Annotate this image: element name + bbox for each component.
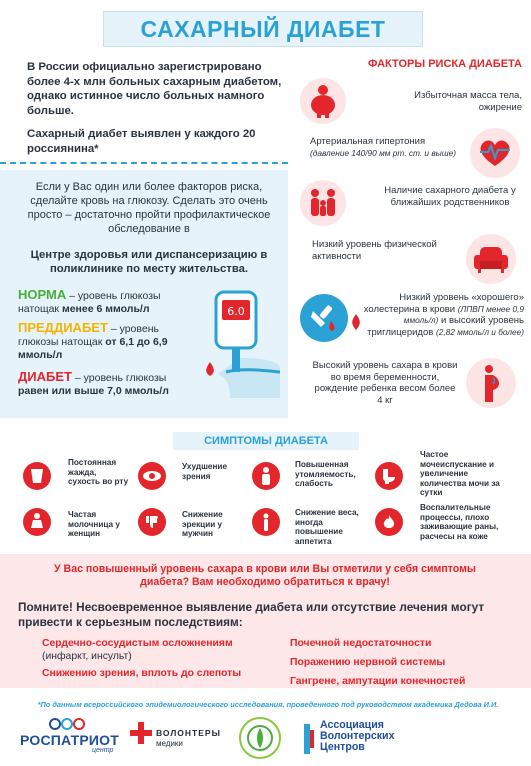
armchair-icon bbox=[466, 234, 516, 284]
level-diabetes-title: ДИАБЕТ bbox=[18, 369, 72, 384]
level-diabetes-value: равен или выше 7,0 ммоль/л bbox=[18, 385, 169, 397]
green-round-emblem-icon bbox=[238, 716, 282, 760]
title-banner bbox=[103, 11, 423, 47]
symptoms-title-banner bbox=[173, 432, 359, 450]
advice-bold-text: Центре здоровья или диспансеризацию в поликлинике по месту жительства. bbox=[30, 249, 268, 275]
risk-heredity: Наличие сахарного диабета у ближайших родственников bbox=[384, 185, 516, 208]
obesity-icon bbox=[300, 78, 346, 124]
risk-cholesterol bbox=[362, 292, 524, 338]
consequence-cardio-note: (инфаркт, инсульт) bbox=[42, 651, 132, 662]
association-mark-icon bbox=[302, 724, 316, 754]
consequence-vision: Снижению зрения, вплоть до слепоты bbox=[42, 668, 242, 679]
heart-pressure-icon bbox=[470, 128, 520, 178]
risk-triglycerides-note: (2,82 ммоль/л и более) bbox=[435, 326, 524, 337]
tired-person-icon bbox=[252, 462, 280, 490]
level-norm bbox=[18, 288, 198, 316]
level-norm-value: менее 6 ммоль/л bbox=[61, 303, 150, 315]
level-prediabetes-text: – уровень глюкозы натощак bbox=[18, 323, 159, 348]
intro-paragraph-1: В России официально зарегистрировано более 4-х млн больных сахарным диабетом, однако истинное число больных намного больше. bbox=[27, 61, 282, 117]
consequence-kidney: Почечной недостаточности bbox=[290, 638, 432, 649]
family-icon bbox=[300, 180, 346, 226]
rospatriot-logo bbox=[20, 718, 130, 754]
risk-low-activity: Низкий уровень физической активности bbox=[312, 239, 437, 262]
risk-pregnancy: Высокий уровень сахара в крови во время беременности, рождение ребенка весом более 4 кг bbox=[312, 360, 458, 406]
glucometer-icon bbox=[200, 288, 280, 398]
blood-drop-icon bbox=[350, 314, 362, 330]
risk-obesity: Избыточная масса тела, ожирение bbox=[414, 90, 522, 113]
alert-text: У Вас повышенный уровень сахара в крови или Вы отметили у себя симптомы диабета? Вам необходимо обратиться к врачу! bbox=[54, 563, 476, 588]
glucometer-display: 6.0 bbox=[227, 305, 245, 318]
volunteers-name: ВОЛОНТЕРЫ bbox=[156, 728, 221, 738]
level-prediabetes-value: от 6,1 до 6,9 ммоль/л bbox=[18, 336, 168, 361]
intro-block bbox=[27, 60, 282, 156]
level-norm-title: НОРМА bbox=[18, 287, 67, 302]
association-line-1: Ассоциация bbox=[320, 719, 384, 731]
volunteers-sub: медики bbox=[156, 739, 183, 748]
level-diabetes-text: – уровень глюкозы bbox=[71, 372, 167, 384]
eye-icon bbox=[138, 462, 166, 490]
thin-person-icon bbox=[252, 508, 280, 536]
symptom-weight-loss: Снижение веса, иногда повышение аппетита bbox=[295, 508, 359, 546]
toilet-icon bbox=[375, 462, 403, 490]
level-norm-text: – уровень глюкозы натощак bbox=[18, 290, 161, 315]
risk-hypertension bbox=[310, 136, 460, 159]
level-prediabetes-title: ПРЕДДИАБЕТ bbox=[18, 320, 108, 335]
symptom-vision: Ухудшение зрения bbox=[182, 462, 227, 481]
consequence-cardio-text: Сердечно-сосудистым осложнениям bbox=[42, 638, 233, 649]
footnote: *По данным всероссийского эпидемиологического исследования, проведенного под руководством академика Дедова И.И. bbox=[37, 700, 499, 709]
blood-test-icon bbox=[300, 294, 348, 342]
advice-text: Если у Вас один или более факторов риска, сделайте кровь на глюкозу. Сделать это очень просто – достаточно пройти профилактическое обследование в bbox=[27, 181, 271, 235]
symptom-fatigue: Повышенная утомляемость, слабость bbox=[295, 460, 356, 488]
pregnancy-icon bbox=[466, 358, 516, 408]
risk-cholesterol-note: (ЛПВП менее 0,9 ммоль/л) bbox=[403, 303, 524, 325]
intro-paragraph-2: Сахарный диабет выявлен у каждого 20 россиянина* bbox=[27, 128, 256, 155]
symptom-thrush: Частая молочница у женщин bbox=[68, 510, 120, 538]
risk-hypertension-note: (давление 140/90 мм рт. ст. и выше) bbox=[310, 147, 457, 158]
association-logo bbox=[302, 720, 442, 760]
page-title: САХАРНЫЙ ДИАБЕТ bbox=[140, 15, 386, 42]
dashed-divider bbox=[0, 162, 288, 164]
symptom-urination: Частое мочеиспускание и увеличение количества мочи за сутки bbox=[420, 450, 500, 497]
glass-icon bbox=[23, 462, 51, 490]
risk-hypertension-text: Артериальная гипертония bbox=[310, 136, 426, 147]
rospatriot-sub: центр bbox=[92, 747, 114, 754]
medical-cross-icon bbox=[130, 722, 152, 748]
symptom-inflammation: Воспалительные процессы, плохо заживающие раны, расчесы на коже bbox=[420, 503, 499, 541]
fire-icon bbox=[375, 508, 403, 536]
consequence-gangrene: Гангрене, ампутации конечностей bbox=[290, 676, 466, 687]
woman-icon bbox=[23, 508, 51, 536]
symptom-thirst: Постоянная жажда, сухость во рту bbox=[68, 458, 129, 486]
rospatriot-name: РОСПАТРИОТ bbox=[20, 732, 120, 748]
level-prediabetes bbox=[18, 321, 198, 362]
thumbs-down-icon bbox=[138, 508, 166, 536]
remember-text: Помните! Несвоевременное выявление диабета или отсутствие лечения могут привести к серьезным последствиям: bbox=[18, 600, 485, 629]
consequence-nerves: Поражению нервной системы bbox=[290, 657, 446, 668]
symptom-erection: Снижение эрекции у мужчин bbox=[182, 510, 223, 538]
level-diabetes bbox=[18, 370, 198, 398]
consequence-cardio bbox=[42, 637, 272, 663]
association-line-2: Волонтерских bbox=[320, 730, 395, 742]
risk-triglycerides-text: и высокий уровень триглицеридов bbox=[367, 315, 524, 338]
symptoms-title: СИМПТОМЫ ДИАБЕТА bbox=[204, 435, 328, 447]
risk-factors-title: ФАКТОРЫ РИСКА ДИАБЕТА bbox=[367, 58, 522, 70]
risk-cholesterol-text: Низкий уровень «хорошего» холестерина в крови bbox=[363, 292, 524, 315]
rospatriot-circles-icon bbox=[48, 718, 88, 730]
volunteers-medics-logo bbox=[130, 720, 230, 756]
association-line-3: Центров bbox=[320, 741, 365, 753]
